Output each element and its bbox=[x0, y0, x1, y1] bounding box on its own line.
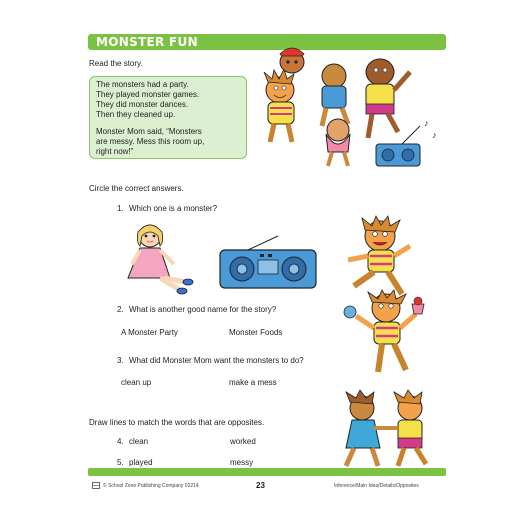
dancing-monster-illustration bbox=[332, 216, 428, 298]
story-line: They did monster dances. bbox=[96, 100, 189, 109]
match-left-word[interactable]: played bbox=[129, 458, 153, 467]
match-right-word[interactable]: worked bbox=[230, 437, 256, 446]
page-title: MONSTER FUN bbox=[96, 35, 198, 49]
match-number: 4. bbox=[117, 437, 124, 446]
publisher-credit: © School Zone Publishing Company 02214 bbox=[103, 483, 199, 489]
question-3-number: 3. bbox=[117, 356, 124, 365]
question-1-number: 1. bbox=[117, 204, 124, 213]
svg-text:♪: ♪ bbox=[432, 130, 437, 140]
story-line: are messy. Mess this room up, bbox=[96, 137, 205, 146]
question-2-text: What is another good name for the story? bbox=[129, 305, 277, 314]
match-left-word[interactable]: clean bbox=[129, 437, 149, 446]
match-right-word[interactable]: messy bbox=[230, 458, 254, 467]
monster-party-illustration bbox=[252, 42, 448, 172]
school-zone-logo-icon bbox=[92, 482, 100, 489]
story-line: right now!” bbox=[96, 147, 134, 156]
page-number: 23 bbox=[256, 481, 265, 490]
answer-option[interactable]: clean up bbox=[121, 378, 152, 387]
story-line: The monsters had a party. bbox=[96, 80, 189, 89]
doll-illustration bbox=[120, 220, 200, 294]
skills-label: Inference/Main Idea/Details/Opposites bbox=[334, 483, 419, 489]
story-box bbox=[89, 76, 247, 159]
svg-text:♪: ♪ bbox=[424, 118, 429, 128]
story-line: They played monster games. bbox=[96, 90, 200, 99]
story-line: Monster Mom said, “Monsters bbox=[96, 127, 202, 136]
question-3-text: What did Monster Mom want the monsters to do? bbox=[129, 356, 304, 365]
story-line: Then they cleaned up. bbox=[96, 110, 176, 119]
read-instruction: Read the story. bbox=[89, 59, 143, 68]
match-number: 5. bbox=[117, 458, 124, 467]
question-2-number: 2. bbox=[117, 305, 124, 314]
question-1-text: Which one is a monster? bbox=[129, 204, 218, 213]
footer-bar bbox=[88, 468, 446, 476]
dancing-monsters-pair-illustration bbox=[328, 392, 444, 470]
answer-option[interactable]: make a mess bbox=[229, 378, 277, 387]
circle-instruction: Circle the correct answers. bbox=[89, 184, 184, 193]
monster-with-cupcake-illustration bbox=[342, 292, 434, 382]
answer-option[interactable]: Monster Foods bbox=[229, 328, 283, 337]
answer-option[interactable]: A Monster Party bbox=[121, 328, 178, 337]
boombox-illustration bbox=[218, 236, 322, 292]
draw-instruction: Draw lines to match the words that are opposites. bbox=[89, 418, 265, 427]
